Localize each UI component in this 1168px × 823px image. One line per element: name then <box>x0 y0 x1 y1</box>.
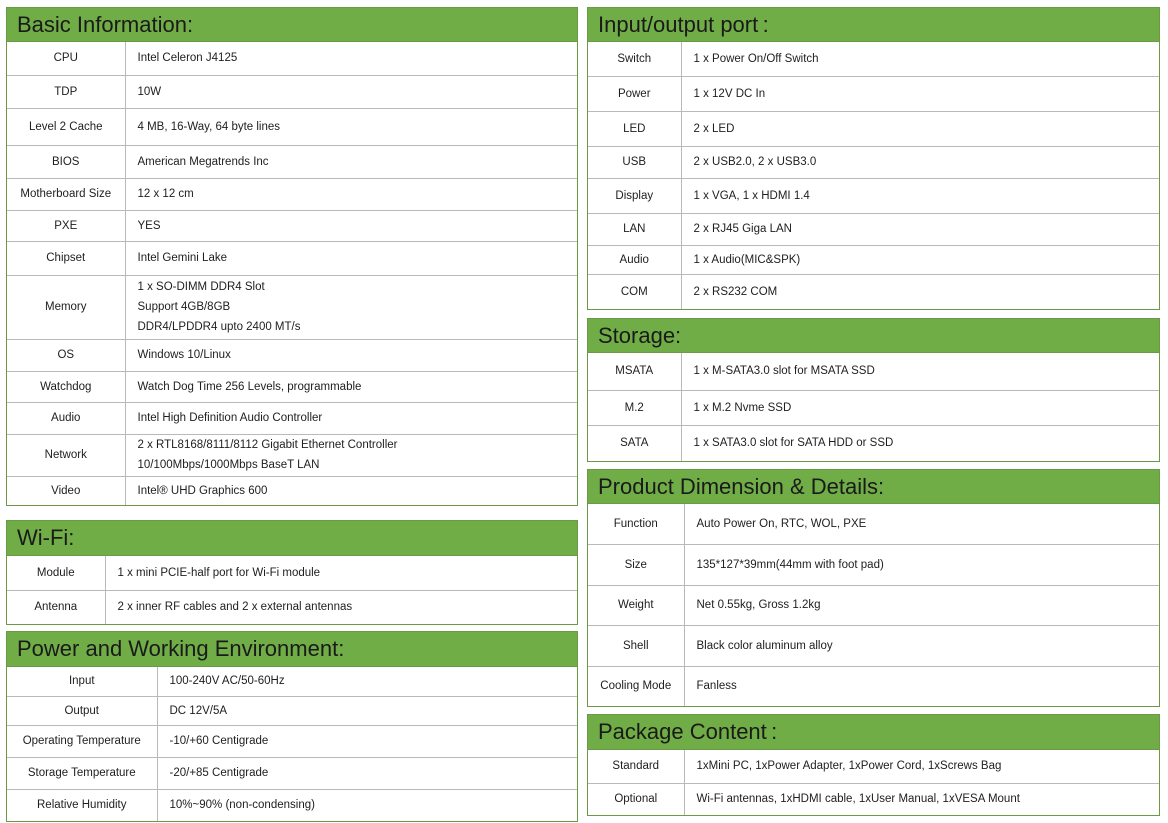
spec-value-line: Net 0.55kg, Gross 1.2kg <box>696 599 821 611</box>
spec-label: COM <box>588 274 681 309</box>
spec-row-audio <box>588 245 1159 274</box>
spec-table <box>7 667 577 821</box>
spec-value <box>684 750 1159 783</box>
spec-value <box>684 544 1159 585</box>
spec-value <box>125 210 577 241</box>
spec-label: Function <box>588 504 684 544</box>
spec-table <box>7 556 577 624</box>
spec-value <box>105 556 577 590</box>
spec-value-line: Support 4GB/8GB <box>137 301 231 313</box>
spec-value-line: 12 x 12 cm <box>137 188 194 200</box>
spec-label: Watchdog <box>7 371 125 402</box>
spec-table <box>588 750 1159 815</box>
spec-label: Motherboard Size <box>7 178 125 210</box>
spec-value <box>157 725 577 757</box>
spec-row-lan <box>588 213 1159 245</box>
spec-label: USB <box>588 146 681 178</box>
spec-label: BIOS <box>7 145 125 178</box>
power-environment-panel <box>6 631 578 822</box>
section-title: Package Content : <box>588 715 1159 750</box>
spec-label: OS <box>7 339 125 371</box>
spec-label: SATA <box>588 425 681 461</box>
spec-label: Switch <box>588 42 681 76</box>
spec-value-line: Black color aluminum alloy <box>696 639 833 652</box>
spec-value <box>681 245 1159 274</box>
section-title: Power and Working Environment: <box>7 632 577 667</box>
spec-row-level-2-cache <box>7 108 577 145</box>
spec-value-line: DC 12V/5A <box>169 704 228 717</box>
spec-row-module <box>7 556 577 590</box>
spec-row-display <box>588 178 1159 213</box>
spec-label: M.2 <box>588 390 681 425</box>
spec-row-usb <box>588 146 1159 178</box>
spec-row-storage-temperature <box>7 757 577 789</box>
spec-value-line: 1xMini PC, 1xPower Adapter, 1xPower Cord, 1xScrews Bag <box>696 760 1002 773</box>
spec-row-size <box>588 544 1159 585</box>
spec-label: Shell <box>588 625 684 666</box>
spec-value-line: Auto Power On, RTC, WOL, PXE <box>696 517 867 530</box>
spec-row-cpu <box>7 42 577 75</box>
spec-row-shell <box>588 625 1159 666</box>
spec-row-video <box>7 476 577 505</box>
section-title: Wi-Fi: <box>7 521 577 556</box>
spec-row-led <box>588 111 1159 146</box>
spec-value <box>157 696 577 725</box>
spec-label: Output <box>7 696 157 725</box>
spec-value-line: Intel Celeron J4125 <box>137 52 238 65</box>
spec-row-memory <box>7 275 577 339</box>
spec-value-line: 4 MB, 16-Way, 64 byte lines <box>137 120 281 133</box>
spec-value <box>681 76 1159 111</box>
spec-label: LED <box>588 111 681 146</box>
spec-value-line: 1 x SO-DIMM DDR4 Slot <box>137 281 265 293</box>
io-port-panel <box>587 7 1160 310</box>
spec-value <box>157 757 577 789</box>
spec-value <box>125 241 577 275</box>
spec-value <box>125 476 577 505</box>
spec-table <box>588 42 1159 309</box>
spec-value-line: Wi-Fi antennas, 1xHDMI cable, 1xUser Manual, 1xVESA Mount <box>696 793 1020 806</box>
spec-label: Level 2 Cache <box>7 108 125 145</box>
section-title: Input/output port : <box>588 8 1159 42</box>
spec-value-line: 1 x VGA, 1 x HDMI 1.4 <box>693 189 810 202</box>
spec-value-line: 1 x SATA3.0 slot for SATA HDD or SSD <box>693 437 894 450</box>
spec-table <box>588 504 1159 706</box>
spec-value-line: 2 x RS232 COM <box>693 285 778 298</box>
spec-value-line: 2 x USB2.0, 2 x USB3.0 <box>693 156 817 168</box>
spec-value-line: 1 x Audio(MIC&SPK) <box>693 253 801 266</box>
spec-label: TDP <box>7 75 125 108</box>
spec-row-os <box>7 339 577 371</box>
spec-value-line: YES <box>137 219 161 232</box>
section-title: Product Dimension & Details: <box>588 470 1159 504</box>
spec-value-line: 1 x M-SATA3.0 slot for MSATA SSD <box>693 365 875 378</box>
spec-value <box>684 666 1159 706</box>
spec-row-bios <box>7 145 577 178</box>
spec-label: Memory <box>7 275 125 339</box>
spec-value <box>681 213 1159 245</box>
spec-row-switch <box>588 42 1159 76</box>
spec-table <box>7 42 577 505</box>
spec-label: Storage Temperature <box>7 757 157 789</box>
spec-label: Cooling Mode <box>588 666 684 706</box>
spec-row-cooling-mode <box>588 666 1159 706</box>
spec-row-com <box>588 274 1159 309</box>
spec-value-line: American Megatrends Inc <box>137 155 269 168</box>
spec-value-line: 10/100Mbps/1000Mbps BaseT LAN <box>137 459 320 471</box>
spec-label: Chipset <box>7 241 125 275</box>
spec-value <box>125 42 577 75</box>
spec-row-input <box>7 667 577 696</box>
spec-label: Video <box>7 476 125 505</box>
spec-row-watchdog <box>7 371 577 402</box>
spec-label: Network <box>7 434 125 476</box>
spec-value <box>681 42 1159 76</box>
spec-value <box>681 353 1159 390</box>
spec-row-power <box>588 76 1159 111</box>
product-dimension-panel <box>587 469 1160 707</box>
spec-label: MSATA <box>588 353 681 390</box>
spec-row-weight <box>588 585 1159 625</box>
spec-row-standard <box>588 750 1159 783</box>
spec-row-function <box>588 504 1159 544</box>
spec-label: Weight <box>588 585 684 625</box>
spec-value-line: -20/+85 Centigrade <box>169 767 269 779</box>
spec-row-msata <box>588 353 1159 390</box>
package-content-panel <box>587 714 1160 816</box>
spec-label: Power <box>588 76 681 111</box>
spec-value <box>681 390 1159 425</box>
spec-label: Optional <box>588 783 684 815</box>
spec-label: PXE <box>7 210 125 241</box>
spec-value-line: 1 x mini PCIE-half port for Wi-Fi module <box>117 566 321 579</box>
spec-value <box>157 667 577 696</box>
spec-value-line: 1 x 12V DC In <box>693 87 766 100</box>
spec-value-line: 10%~90% (non-condensing) <box>169 799 315 812</box>
spec-value-line: 2 x inner RF cables and 2 x external antennas <box>117 601 353 614</box>
spec-value <box>681 146 1159 178</box>
spec-value <box>157 789 577 821</box>
spec-value-line: 100-240V AC/50-60Hz <box>169 675 285 688</box>
spec-value-line: 2 x LED <box>693 122 735 135</box>
spec-value-line: Intel High Definition Audio Controller <box>137 412 323 424</box>
spec-label: CPU <box>7 42 125 75</box>
spec-value <box>684 783 1159 815</box>
spec-value <box>681 111 1159 146</box>
spec-value-line: 135*127*39mm(44mm with foot pad) <box>696 558 884 571</box>
spec-value-line: DDR4/LPDDR4 upto 2400 MT/s <box>137 321 301 333</box>
spec-label: Audio <box>7 402 125 434</box>
spec-value <box>125 275 577 339</box>
spec-value <box>125 75 577 108</box>
spec-value-line: 1 x Power On/Off Switch <box>693 52 819 65</box>
spec-value-line: 10W <box>137 85 162 98</box>
spec-value <box>125 402 577 434</box>
spec-label: Size <box>588 544 684 585</box>
spec-label: Display <box>588 178 681 213</box>
spec-value-line: -10/+60 Centigrade <box>169 735 269 747</box>
spec-row-antenna <box>7 590 577 624</box>
spec-value <box>684 625 1159 666</box>
spec-value-line: 2 x RTL8168/8111/8112 Gigabit Ethernet Controller <box>137 439 398 451</box>
spec-value-line: Fanless <box>696 680 737 693</box>
spec-value <box>681 274 1159 309</box>
spec-label: LAN <box>588 213 681 245</box>
spec-value-line: 1 x M.2 Nvme SSD <box>693 401 792 414</box>
spec-value <box>684 504 1159 544</box>
spec-value-line: Windows 10/Linux <box>137 349 231 361</box>
spec-label: Module <box>7 556 105 590</box>
spec-value <box>125 371 577 402</box>
spec-value <box>681 425 1159 461</box>
spec-value <box>125 108 577 145</box>
spec-row-output <box>7 696 577 725</box>
basic-information-panel <box>6 7 578 506</box>
spec-table <box>588 353 1159 461</box>
spec-value <box>684 585 1159 625</box>
spec-value-line: Intel® UHD Graphics 600 <box>137 484 268 497</box>
storage-panel <box>587 318 1160 462</box>
spec-row-chipset <box>7 241 577 275</box>
spec-label: Operating Temperature <box>7 725 157 757</box>
wifi-panel <box>6 520 578 625</box>
spec-value <box>681 178 1159 213</box>
spec-row-tdp <box>7 75 577 108</box>
spec-row-operating-temperature <box>7 725 577 757</box>
spec-label: Standard <box>588 750 684 783</box>
spec-label: Audio <box>588 245 681 274</box>
spec-row-network <box>7 434 577 476</box>
spec-value-line: Intel Gemini Lake <box>137 252 227 264</box>
spec-value <box>125 145 577 178</box>
spec-value <box>125 178 577 210</box>
spec-label: Relative Humidity <box>7 789 157 821</box>
spec-value <box>125 339 577 371</box>
spec-value <box>125 434 577 476</box>
spec-value-line: 2 x RJ45 Giga LAN <box>693 223 792 235</box>
spec-row-m-2 <box>588 390 1159 425</box>
spec-label: Antenna <box>7 590 105 624</box>
spec-row-optional <box>588 783 1159 815</box>
spec-row-pxe <box>7 210 577 241</box>
spec-value-line: Watch Dog Time 256 Levels, programmable <box>137 380 362 393</box>
spec-label: Input <box>7 667 157 696</box>
spec-row-audio <box>7 402 577 434</box>
spec-row-sata <box>588 425 1159 461</box>
spec-value <box>105 590 577 624</box>
section-title: Basic Information: <box>7 8 577 42</box>
spec-row-motherboard-size <box>7 178 577 210</box>
section-title: Storage: <box>588 319 1159 353</box>
spec-row-relative-humidity <box>7 789 577 821</box>
